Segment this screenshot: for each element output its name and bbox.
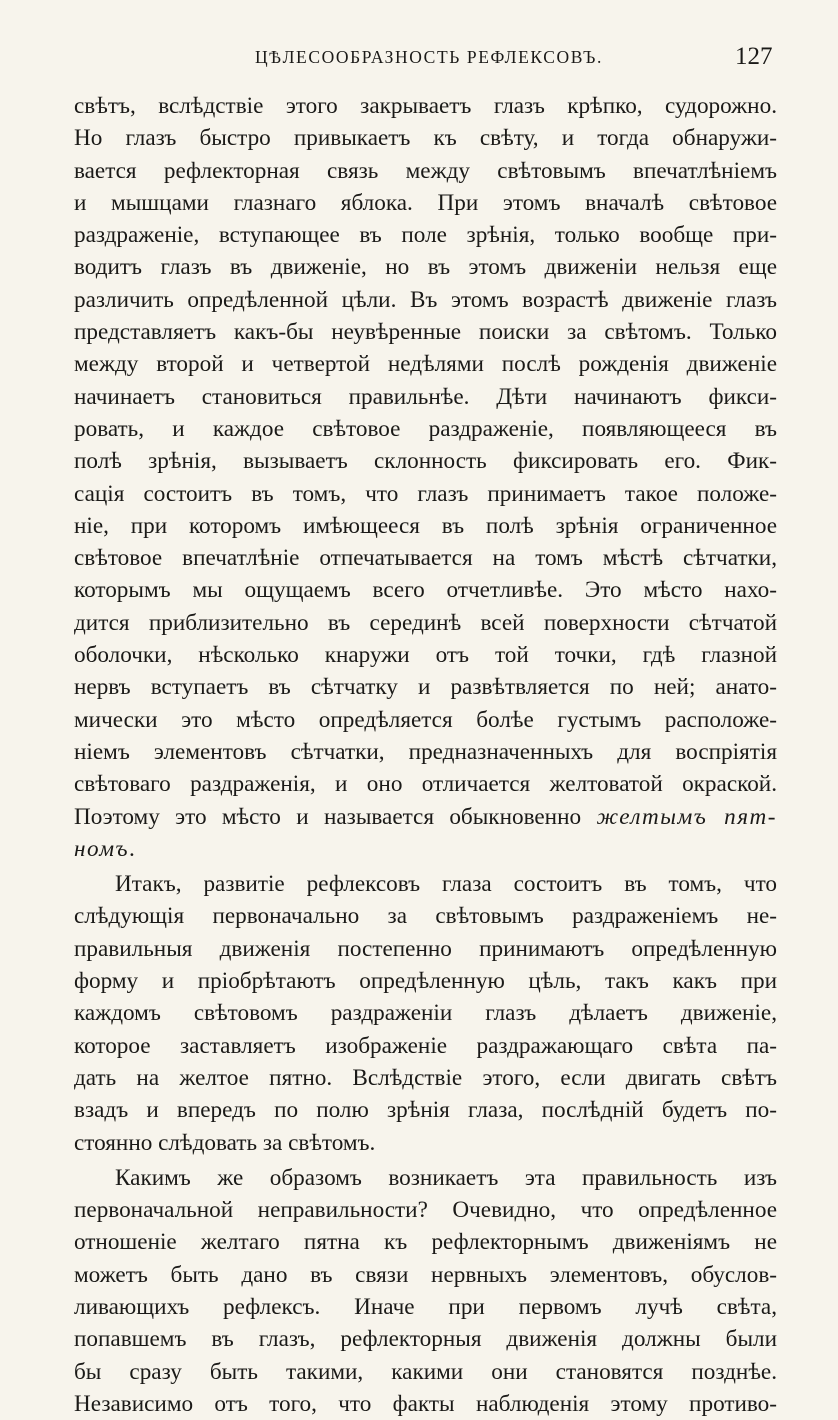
text-line: ливающихъ рефлексъ. Иначе при первомъ лучѣ свѣта,	[74, 1293, 777, 1320]
text-line: отношеніе желтаго пятна къ рефлекторнымъ движеніямъ не	[74, 1229, 777, 1256]
text-line: Какимъ же образомъ возникаетъ эта правильность изъ	[115, 1164, 777, 1191]
text-line: свѣтъ, вслѣдствіе этого закрываетъ глазъ крѣпко, судорожно.	[74, 93, 777, 119]
body-text	[74, 90, 777, 1420]
emphasis-phrase: желтымъ пят-	[596, 803, 777, 830]
text-line: форму и пріобрѣтаютъ опредѣленную цѣль, такъ какъ при	[74, 968, 777, 995]
text-line: ніе, при которомъ имѣющееся въ полѣ зрѣнія ограниченное	[74, 512, 777, 539]
text-line: Независимо отъ того, что факты наблюденія этому противо-	[74, 1390, 777, 1417]
text-line: ровать, и каждое свѣтовое раздраженіе, появляющееся въ	[74, 415, 777, 442]
text-line: раздраженіе, вступающее въ поле зрѣнія, только вообще при-	[74, 222, 777, 249]
text-line: первоначальной неправильности? Очевидно, что опредѣленное	[74, 1197, 777, 1224]
text-line-with-emphasis	[74, 833, 777, 865]
text-line: начинаетъ становиться правильнѣе. Дѣти начинаютъ фикси-	[74, 383, 777, 410]
emphasis-phrase: номъ	[74, 835, 130, 862]
text-line: Итакъ, развитіе рефлексовъ глаза состоитъ въ томъ, что	[115, 871, 777, 898]
text-line: между второй и четвертой недѣлями послѣ рожденія движеніе	[74, 351, 777, 378]
paragraph-1	[74, 90, 777, 865]
text-run: Поэтому это мѣсто и называется обыкновенно	[74, 803, 582, 830]
text-line: стоянно слѣдовать за свѣтомъ.	[74, 1129, 376, 1156]
closing-punctuation: .	[129, 835, 135, 862]
text-line-with-emphasis	[74, 801, 777, 833]
paragraph-2	[74, 868, 777, 1159]
text-line: вается рефлекторная связь между свѣтовымъ впечатлѣніемъ	[74, 157, 777, 184]
text-line: бы сразу быть такими, какими они становятся позднѣе.	[74, 1358, 777, 1385]
text-line: которымъ мы ощущаемъ всего отчетливѣе. Это мѣсто нахо-	[74, 577, 777, 604]
text-line: мически это мѣсто опредѣляется болѣе густымъ расположе-	[74, 706, 777, 733]
text-line: свѣтовое впечатлѣніе отпечатывается на томъ мѣстѣ сѣтчатки,	[74, 545, 777, 572]
text-line: взадъ и впередъ по полю зрѣнія глаза, послѣдній будетъ по-	[74, 1097, 777, 1124]
text-line: дится приблизительно въ серединѣ всей поверхности сѣтчатой	[74, 609, 777, 636]
running-head: ЦѢЛЕСООБРАЗНОСТЬ РЕФЛЕКСОВЪ.	[255, 47, 603, 67]
text-line: водитъ глазъ въ движеніе, но въ этомъ движеніи нельзя еще	[74, 254, 777, 281]
text-line: можетъ быть дано въ связи нервныхъ элементовъ, обуслов-	[74, 1261, 777, 1288]
paragraph-3	[74, 1162, 777, 1420]
text-line: и мышцами глазнаго яблока. При этомъ вначалѣ свѣтовое	[74, 189, 777, 216]
text-line: ніемъ элементовъ сѣтчатки, предназначенныхъ для воспріятія	[74, 738, 777, 765]
text-line: представляетъ какъ-бы неувѣренные поиски за свѣтомъ. Только	[74, 319, 777, 346]
text-line: правильныя движенія постепенно принимаютъ опредѣленную	[74, 935, 777, 962]
text-line: слѣдующія первоначально за свѣтовымъ раздраженіемъ не-	[74, 903, 777, 930]
text-line: различить опредѣленной цѣли. Въ этомъ возрастѣ движеніе глазъ	[74, 286, 777, 313]
text-line: Но глазъ быстро привыкаетъ къ свѣту, и тогда обнаружи-	[74, 125, 777, 152]
text-line: каждомъ свѣтовомъ раздраженіи глазъ дѣлаетъ движеніе,	[74, 1000, 777, 1027]
text-line: полѣ зрѣнія, вызываетъ склонность фиксировать его. Фик-	[74, 448, 777, 475]
page-number: 127	[735, 43, 773, 70]
text-line: дать на желтое пятно. Вслѣдствіе этого, если двигать свѣтъ	[74, 1064, 777, 1091]
text-line: которое заставляетъ изображеніе раздражающаго свѣта па-	[74, 1032, 777, 1059]
text-line: свѣтоваго раздраженія, и оно отличается желтоватой окраской.	[74, 771, 777, 798]
text-line: оболочки, нѣсколько кнаружи отъ той точки, гдѣ глазной	[74, 642, 777, 669]
text-line: попавшемъ въ глазъ, рефлекторныя движенія должны были	[74, 1326, 777, 1353]
text-line: сація состоитъ въ томъ, что глазъ принимаетъ такое положе-	[74, 480, 777, 507]
text-line: нервъ вступаетъ въ сѣтчатку и развѣтвляется по ней; анато-	[74, 674, 777, 701]
